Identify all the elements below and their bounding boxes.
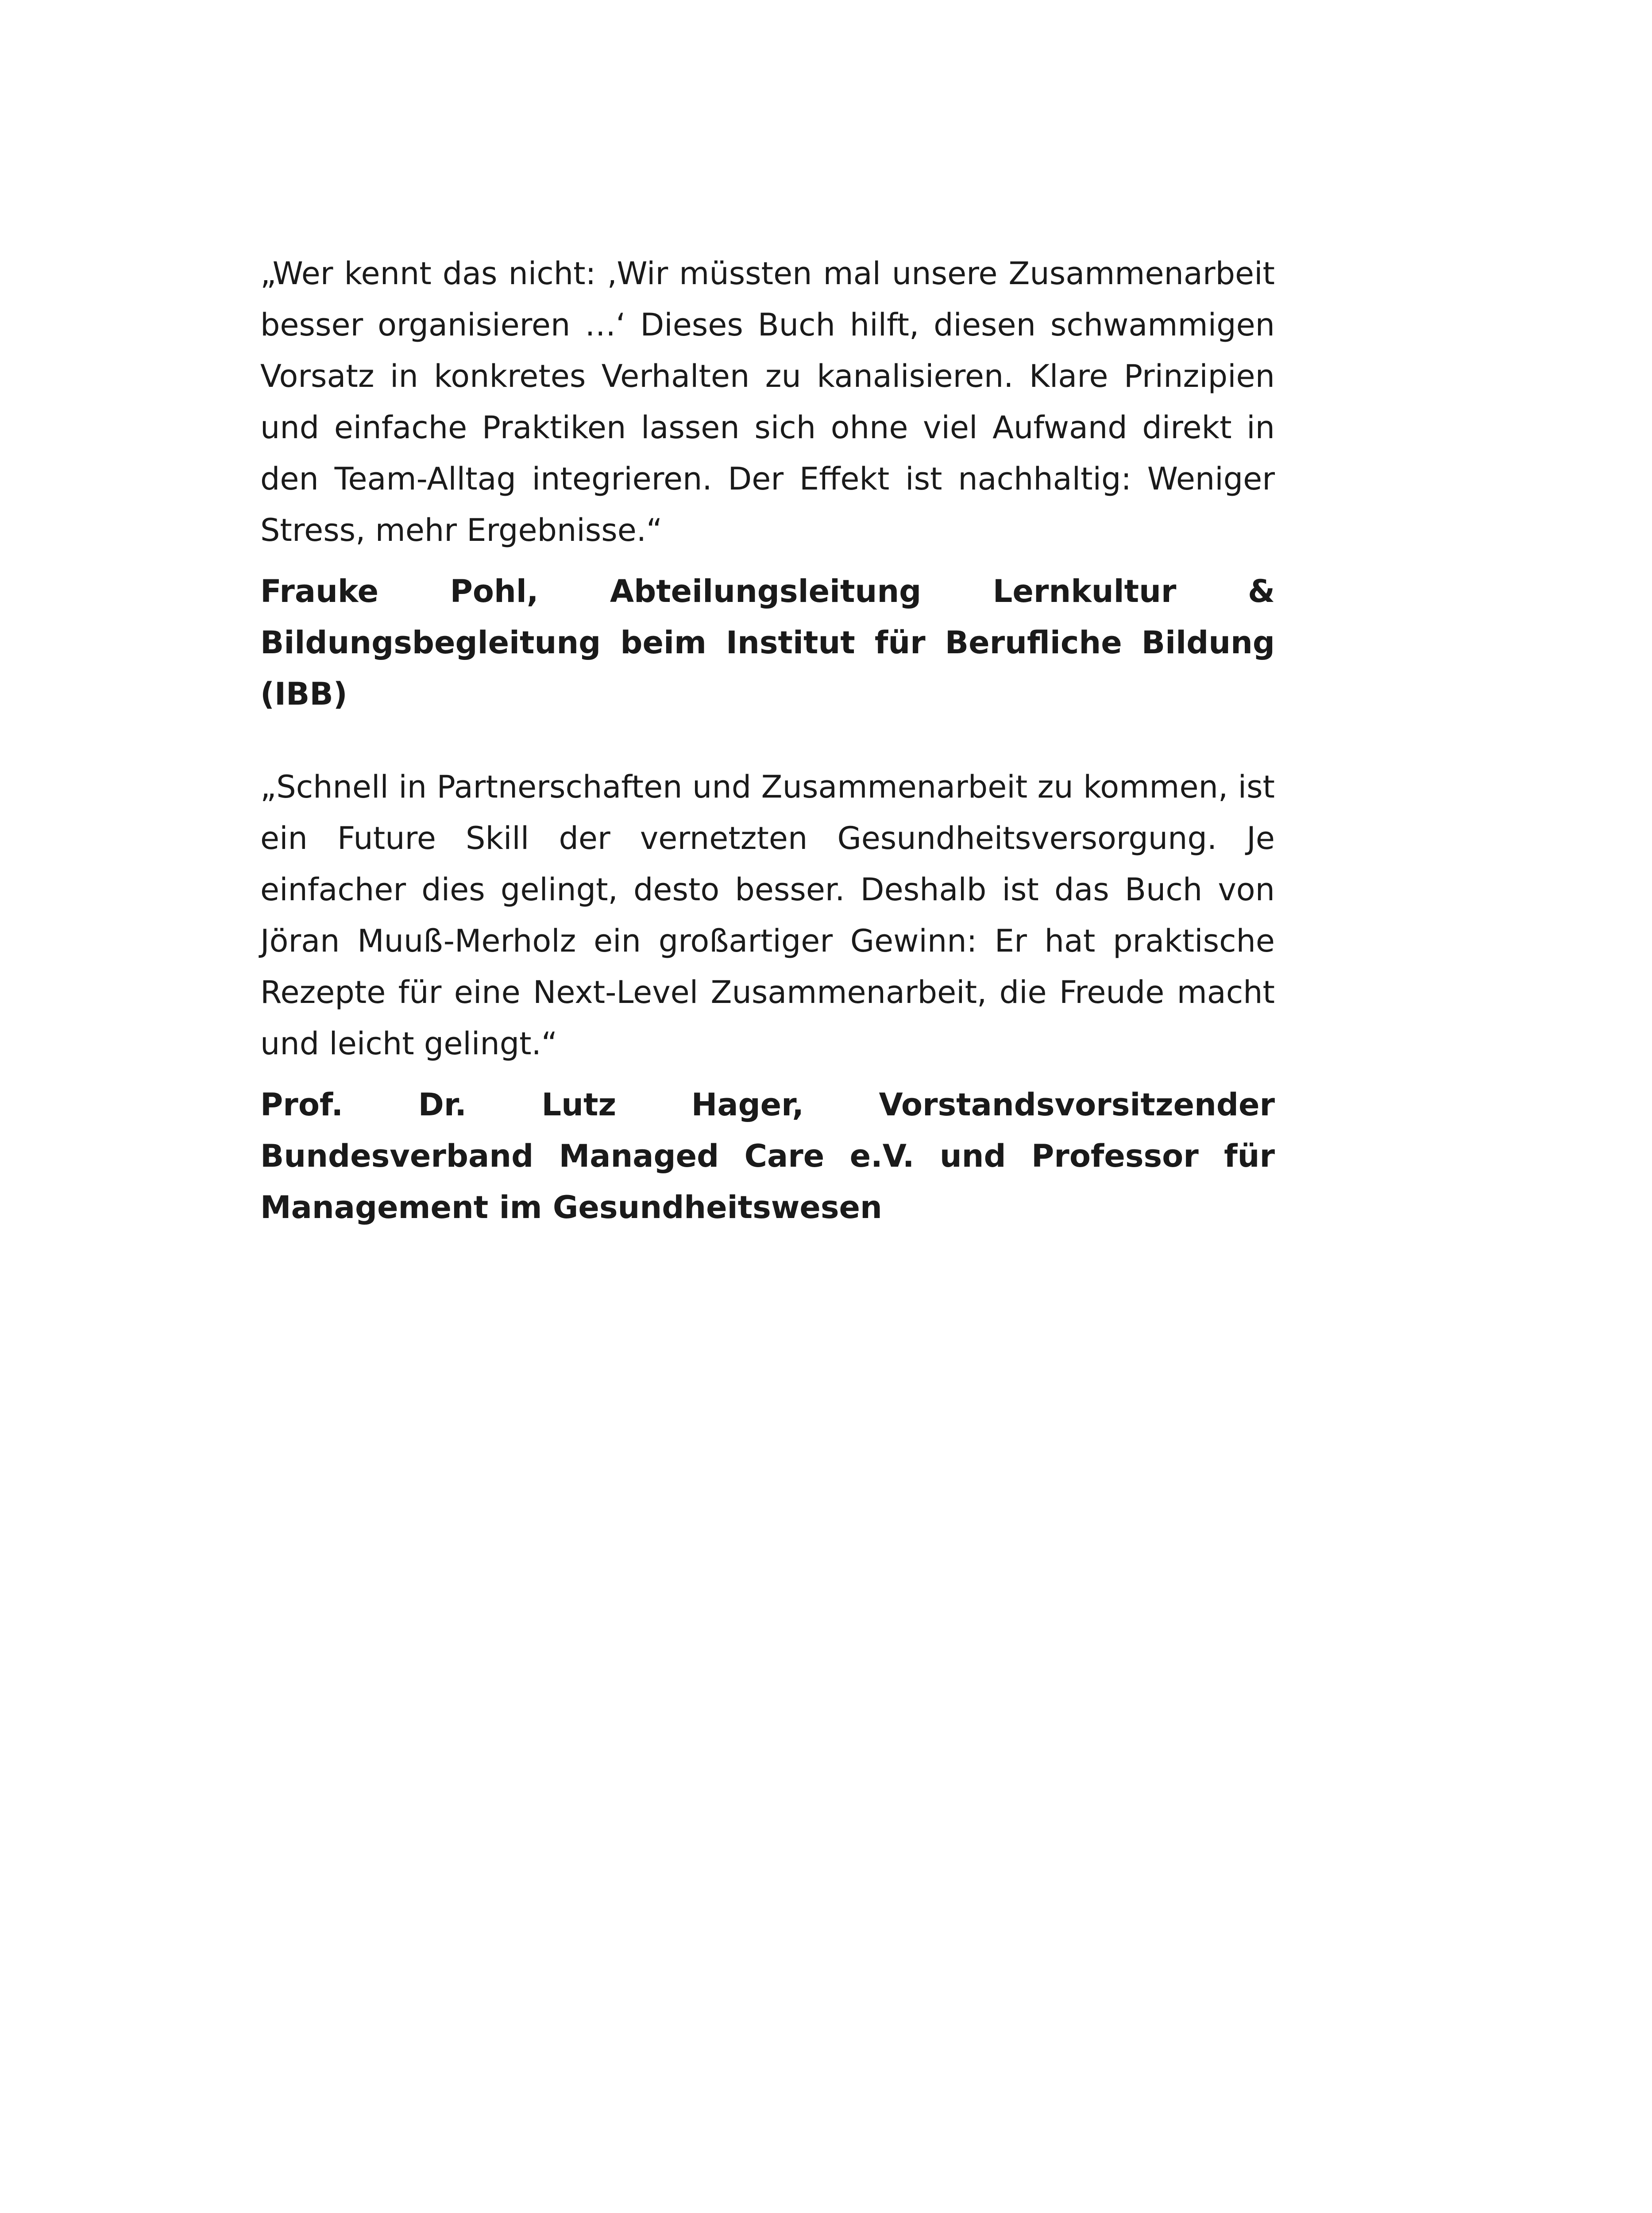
testimonial-quote: „Schnell in Partnerschaften und Zusammenarbeit zu kommen, ist ein Future Skill der vernetzten Gesundheitsversorgung. Je einfacher dies gelingt, desto besser. Deshalb ist das Buch von Jöran Muuß-Merholz ein großartiger Gewinn: Er hat praktische Rezepte für eine Next-Level Zusammenarbeit, die Freude macht und leicht gelingt.“ — [260, 769, 1275, 1062]
testimonial-attribution: Prof. Dr. Lutz Hager, Vorstandsvorsitzender Bundesverband Managed Care e.V. und Professor für Management im Gesundheitswesen — [260, 1087, 1275, 1226]
testimonial-frauke-pohl — [260, 248, 1275, 720]
testimonial-quote: „Wer kennt das nicht: ‚Wir müssten mal unsere Zusammenarbeit besser organisieren …‘ Dieses Buch hilft, diesen schwammigen Vorsatz in konkretes Verhalten zu kanalisieren. Klare Prinzipien und einfache Praktiken lassen sich ohne viel Aufwand direkt in den Team-Alltag integrieren. Der Effekt ist nachhaltig: Weniger Stress, mehr Ergebnisse.“ — [260, 255, 1275, 548]
testimonial-lutz-hager — [260, 761, 1275, 1233]
testimonials-column — [260, 248, 1275, 1233]
testimonial-attribution: Frauke Pohl, Abteilungsleitung Lernkultur & Bildungsbegleitung beim Institut für Berufliche Bildung (IBB) — [260, 573, 1275, 712]
